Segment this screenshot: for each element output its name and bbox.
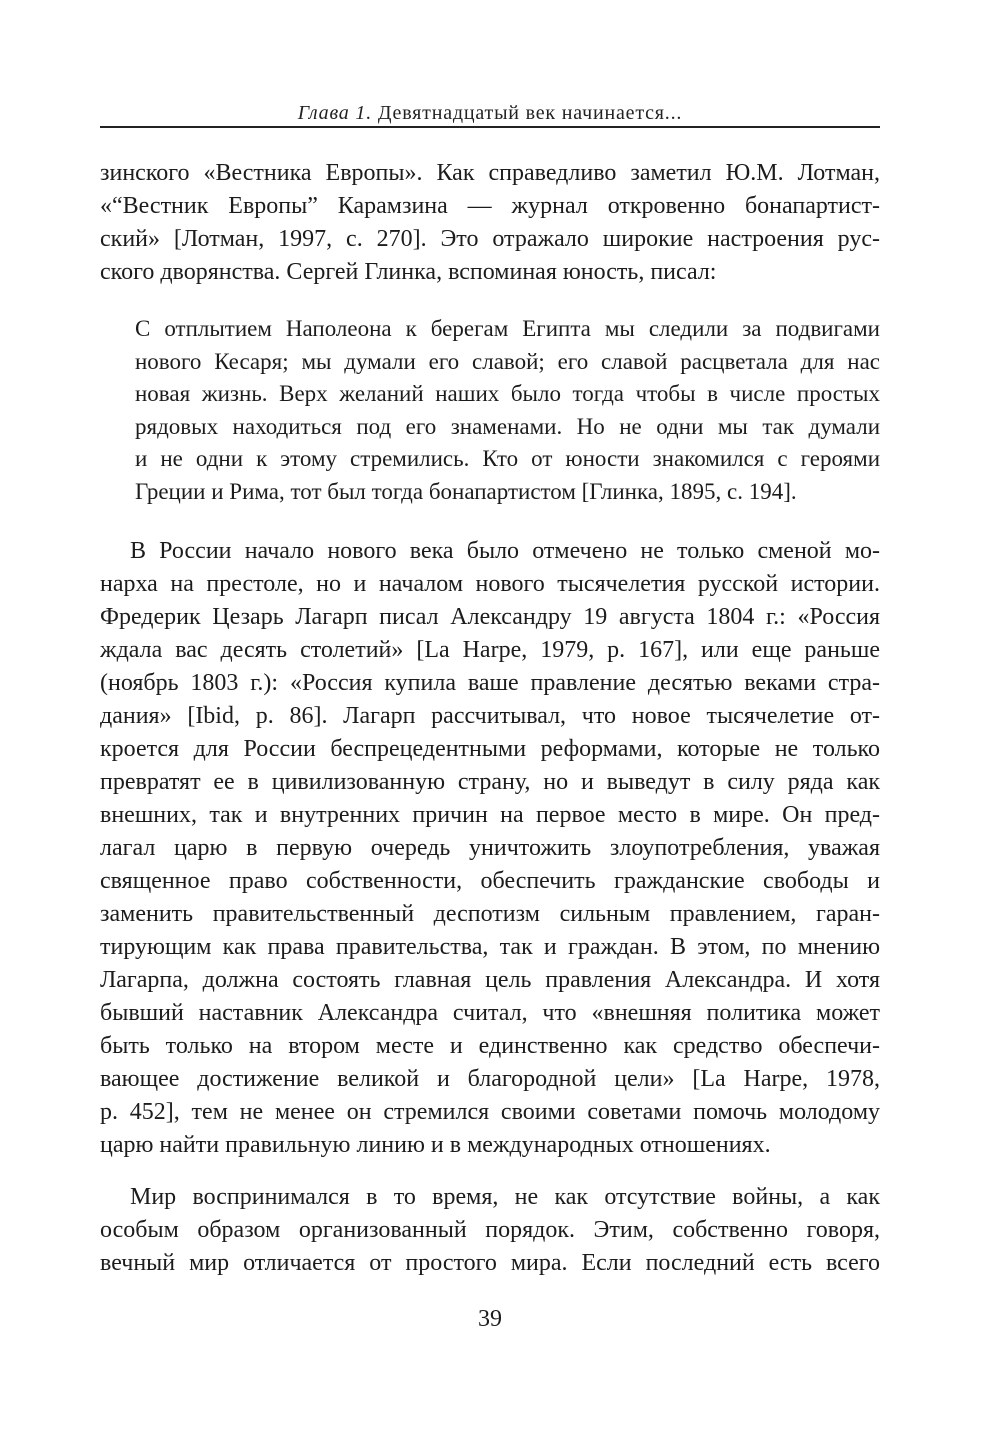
- text-line: кроется для России беспрецедентными реформами, которые не только: [100, 736, 880, 762]
- quote-line: новая жизнь. Верх желаний наших было тогда чтобы в числе простых: [135, 381, 880, 406]
- text-line: превратят ее в цивилизованную страну, но и выведут в силу ряда как: [100, 769, 880, 795]
- text-line: Мир воспринимался в то время, не как отсутствие войны, а как: [130, 1184, 880, 1210]
- text-line: «“Вестник Европы” Карамзина — журнал откровенно бонапартист-: [100, 193, 880, 219]
- text-line: тирующим как права правительства, так и граждан. В этом, по мнению: [100, 934, 880, 960]
- text-line: внешних, так и внутренних причин на первое место в мире. Он пред-: [100, 802, 880, 828]
- text-line: зинского «Вестника Европы». Как справедливо заметил Ю.М. Лотман,: [100, 160, 880, 186]
- running-head: [100, 100, 880, 126]
- page-number: 39: [478, 1306, 502, 1332]
- chapter-title: Девятнадцатый век начинается...: [377, 102, 683, 124]
- quote-line: и не одни к этому стремились. Кто от юности знакомился с героями: [135, 446, 880, 471]
- quote-line: С отплытием Наполеона к берегам Египта мы следили за подвигами: [135, 316, 880, 341]
- text-line: вечный мир отличается от простого мира. Если последний есть всего: [100, 1250, 880, 1276]
- paragraph-3: [100, 1181, 880, 1280]
- text-line: (ноябрь 1803 г.): «Россия купила ваше правление десятью веками стра-: [100, 670, 880, 696]
- text-line: священное право собственности, обеспечить гражданские свободы и: [100, 868, 880, 894]
- text-line: быть только на втором месте и единственно как средство обеспечи-: [100, 1033, 880, 1059]
- text-line: лагал царю в первую очередь уничтожить злоупотребления, уважая: [100, 835, 880, 861]
- text-line: ский» [Лотман, 1997, с. 270]. Это отражало широкие настроения рус-: [100, 226, 880, 252]
- text-line: заменить правительственный деспотизм сильным правлением, гаран-: [100, 901, 880, 927]
- text-line: ждала вас десять столетий» [La Harpe, 1979, p. 167], или еще раньше: [100, 637, 880, 663]
- text-line: царю найти правильную линию и в международных отношениях.: [100, 1132, 771, 1158]
- text-line: Лагарпа, должна состоять главная цель правления Александра. И хотя: [100, 967, 880, 993]
- text-line: Фредерик Цезарь Лагарп писал Александру 19 августа 1804 г.: «Россия: [100, 604, 880, 630]
- text-line: вающее достижение великой и благородной цели» [La Harpe, 1978,: [100, 1066, 880, 1092]
- paragraph-1: [100, 157, 880, 289]
- header-rule: [100, 126, 880, 128]
- paragraph-2: [100, 535, 880, 1162]
- text-line: нарха на престоле, но и началом нового тысячелетия русской истории.: [100, 571, 880, 597]
- quote-line: нового Кесаря; мы думали его славой; его славой расцветала для нас: [135, 348, 880, 374]
- block-quote: [135, 313, 880, 508]
- text-line: ского дворянства. Сергей Глинка, вспоминая юность, писал:: [100, 259, 717, 285]
- text-line: особым образом организованный порядок. Этим, собственно говоря,: [100, 1217, 880, 1243]
- quote-line: рядовых находиться под его знаменами. Но не одни мы так думали: [135, 413, 880, 439]
- text-line: дания» [Ibid, p. 86]. Лагарп рассчитывал, что новое тысячелетие от-: [100, 703, 880, 729]
- quote-line: Греции и Рима, тот был тогда бонапартистом [Глинка, 1895, с. 194].: [135, 478, 797, 504]
- text-line: В России начало нового века было отмечено не только сменой мо-: [130, 538, 880, 564]
- chapter-label: Глава 1.: [297, 102, 373, 124]
- text-line: p. 452], тем не менее он стремился своими советами помочь молодому: [100, 1099, 880, 1125]
- text-line: бывший наставник Александра считал, что «внешняя политика может: [100, 1000, 880, 1026]
